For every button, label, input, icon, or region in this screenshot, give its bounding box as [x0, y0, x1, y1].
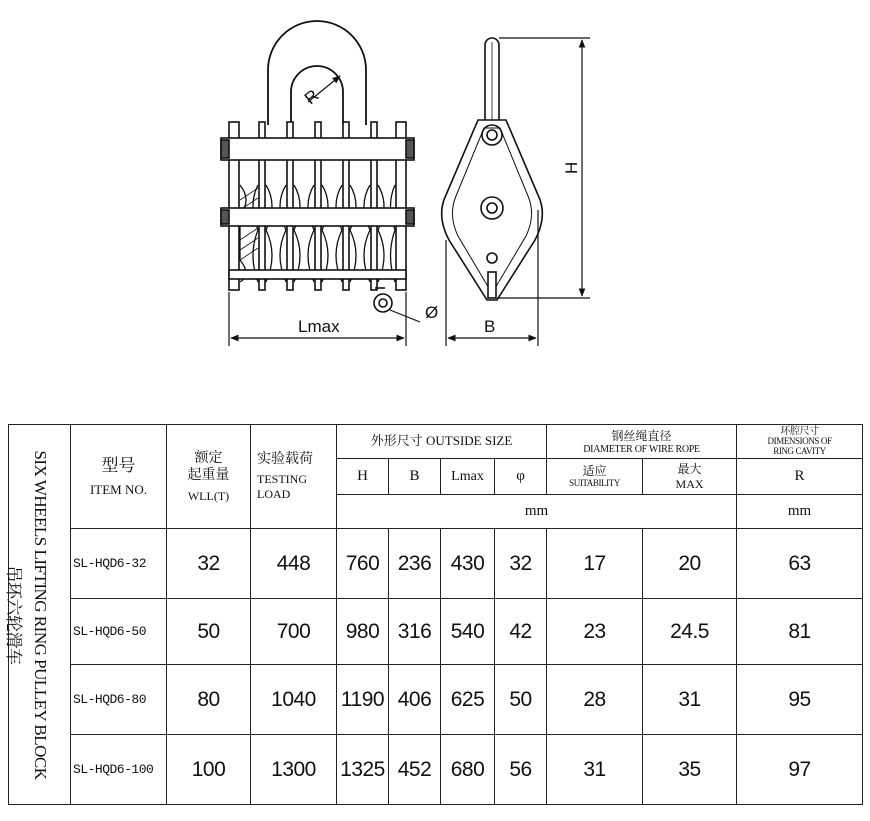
header-lmax: Lmax	[441, 459, 495, 495]
header-testing-en-1: TESTING	[257, 472, 307, 487]
table-row	[9, 665, 863, 735]
cell-b: 236	[389, 529, 441, 599]
header-outside-size: 外形尺寸 OUTSIDE SIZE	[337, 425, 547, 459]
header-max-cn: 最大	[677, 461, 702, 476]
cell-lmax: 680	[441, 735, 495, 805]
side-title-cn: 吊环六轮滑车	[3, 564, 23, 664]
cell-item: SL-HQD6-50	[71, 599, 167, 665]
side-title	[3, 449, 50, 780]
table-row	[9, 529, 863, 599]
cell-suitability: 31	[547, 735, 643, 805]
cell-r: 63	[737, 529, 863, 599]
cell-item: SL-HQD6-32	[71, 529, 167, 599]
cell-max: 35	[643, 735, 737, 805]
cell-phi: 42	[495, 599, 547, 665]
header-unit-mm: mm	[337, 495, 737, 529]
cell-phi: 32	[495, 529, 547, 599]
header-wire-cn: 钢丝绳直径	[611, 428, 672, 443]
cell-wll: 32	[167, 529, 251, 599]
header-max-en: MAX	[675, 476, 704, 491]
cell-testing: 1300	[251, 735, 337, 805]
header-b: B	[389, 459, 441, 495]
cell-h: 980	[337, 599, 389, 665]
header-item-cn: 型号	[101, 455, 136, 475]
header-testing	[251, 425, 337, 529]
cell-item: SL-HQD6-80	[71, 665, 167, 735]
cell-phi: 56	[495, 735, 547, 805]
side-title-en: SIX WHEELS LIFTING RING PULLEY BLOCK	[30, 449, 50, 780]
cell-b: 406	[389, 665, 441, 735]
cell-r: 97	[737, 735, 863, 805]
header-cavity-cn: 环腔尺寸	[780, 425, 819, 437]
cell-suitability: 23	[547, 599, 643, 665]
cell-suitability: 17	[547, 529, 643, 599]
header-unit-mm-r: mm	[737, 495, 863, 529]
side-title-cell	[3, 425, 71, 805]
cell-wll: 50	[167, 599, 251, 665]
cell-lmax: 540	[441, 599, 495, 665]
header-wll-en: WLL(T)	[187, 488, 230, 503]
cell-max: 31	[643, 665, 737, 735]
cell-testing: 700	[251, 599, 337, 665]
header-item	[71, 425, 167, 529]
header-testing-en-2: LOAD	[257, 487, 291, 502]
pulley-block-drawing	[0, 0, 870, 400]
header-suit-cn: 适应	[582, 464, 607, 479]
front-view	[221, 21, 420, 322]
header-row-1	[9, 425, 863, 459]
header-wll-cn-2: 起重量	[187, 468, 230, 483]
cell-wll: 100	[167, 735, 251, 805]
cell-b: 316	[389, 599, 441, 665]
dim-label-r: R	[300, 85, 323, 109]
header-max	[643, 459, 737, 495]
cell-max: 24.5	[643, 599, 737, 665]
cell-r: 81	[737, 599, 863, 665]
cell-suitability: 28	[547, 665, 643, 735]
header-wll-cn-1: 额定	[194, 450, 223, 466]
header-cavity	[737, 425, 863, 459]
cell-b: 452	[389, 735, 441, 805]
header-cavity-en-1: DIMENSIONS OF	[767, 436, 832, 447]
spec-table	[3, 424, 863, 805]
table-row	[9, 735, 863, 805]
cell-max: 20	[643, 529, 737, 599]
header-suitability	[547, 459, 643, 495]
header-wire	[547, 425, 737, 459]
table-row	[9, 599, 863, 665]
dim-label-b: B	[484, 317, 496, 336]
cell-testing: 1040	[251, 665, 337, 735]
cell-lmax: 430	[441, 529, 495, 599]
cell-phi: 50	[495, 665, 547, 735]
dim-label-h: H	[562, 161, 581, 174]
header-phi: φ	[495, 459, 547, 495]
cell-h: 1190	[337, 665, 389, 735]
cell-h: 1325	[337, 735, 389, 805]
header-testing-cn: 实验载荷	[257, 451, 313, 467]
header-item-en: ITEM NO.	[89, 482, 148, 497]
cell-r: 95	[737, 665, 863, 735]
cell-lmax: 625	[441, 665, 495, 735]
cell-item: SL-HQD6-100	[71, 735, 167, 805]
header-wll	[167, 425, 251, 529]
header-suit-en: SUITABILITY	[569, 478, 620, 489]
cell-h: 760	[337, 529, 389, 599]
header-h: H	[337, 459, 389, 495]
dim-label-lmax: Lmax	[298, 317, 340, 336]
header-wire-en: DIAMETER OF WIRE ROPE	[583, 443, 700, 455]
side-view	[442, 38, 543, 300]
cell-wll: 80	[167, 665, 251, 735]
header-r: R	[737, 459, 863, 495]
header-cavity-en-2: RING CAVITY	[773, 445, 826, 456]
cell-testing: 448	[251, 529, 337, 599]
dim-label-phi: Ø	[425, 303, 439, 322]
